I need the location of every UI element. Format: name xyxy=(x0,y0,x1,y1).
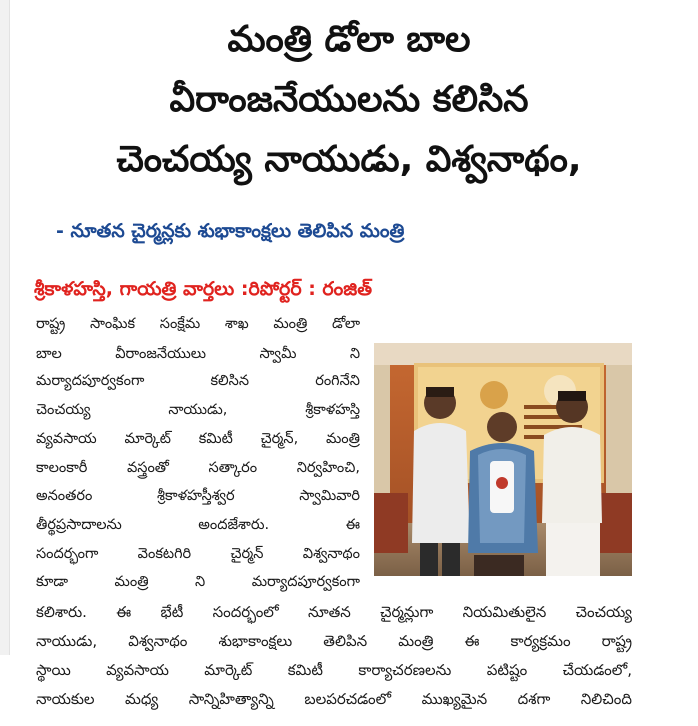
body-line: స్థాయి వ్యవసాయ మార్కెట్ కమిటీ కార్యాచరణలను పటిష్టం చేయడంలో, xyxy=(36,661,632,679)
body-line: అనంతరం శ్రీకాళహస్తీశ్వర స్వామివారి xyxy=(36,488,360,504)
body-line: మర్యాదపూర్వకంగా కలిసిన రంగినేని xyxy=(36,373,360,389)
body-line: కలిశారు. ఈ భేటీ సందర్భంలో నూతన చైర్మన్లుగా నియమితులైన చెంచయ్య xyxy=(36,603,632,621)
body-line: రాష్ట్ర సాంఘిక సంక్షేమ శాఖ మంత్రి డోలా xyxy=(36,316,360,332)
body-line: నాయుడు, విశ్వనాథం శుభాకాంక్షలు తెలిపిన మంత్రి ఈ కార్యక్రమం రాష్ట్ర xyxy=(36,632,632,650)
body-line: కాలంకారీ వస్త్రంతో సత్కారం నిర్వహించి, xyxy=(36,460,360,476)
body-line: కూడా మంత్రి ని మర్యాదపూర్వకంగా xyxy=(36,574,360,590)
headline-line-1: మంత్రి డోలా బాల xyxy=(227,19,471,60)
body-line: వ్యవసాయ మార్కెట్ కమిటీ చైర్మన్, మంత్రి xyxy=(36,431,360,447)
headline-line-3: చెంచయ్య నాయుడు, విశ్వనాథం, xyxy=(116,139,582,180)
article-photo xyxy=(374,343,632,576)
body-line: బాల వీరాంజనేయులు స్వామీ ని xyxy=(36,346,360,362)
body-line: తీర్థప్రసాదాలను అందజేశారు. ఈ xyxy=(36,517,360,533)
subheadline: - నూతన చైర్మన్లకు శుభాకాంక్షలు తెలిపిన మంత్రి xyxy=(56,220,405,242)
dateline: శ్రీకాళహస్తి, గాయత్రి వార్తలు :రిపోర్టర్ : రంజిత్ xyxy=(34,278,372,300)
body-line: చెంచయ్య నాయుడు, శ్రీకాళహస్తి xyxy=(36,402,360,418)
page-edge-rule xyxy=(0,0,10,655)
headline-line-2: వీరాంజనేయులను కలిసిన xyxy=(169,79,529,120)
body-line: సందర్భంగా వెంకటగిరి చైర్మన్ విశ్వనాథం xyxy=(36,546,360,562)
body-line: నాయకుల మధ్య సాన్నిహిత్యాన్ని బలపరచడంలో ముఖ్యమైన దశగా నిలిచింది xyxy=(36,690,632,708)
